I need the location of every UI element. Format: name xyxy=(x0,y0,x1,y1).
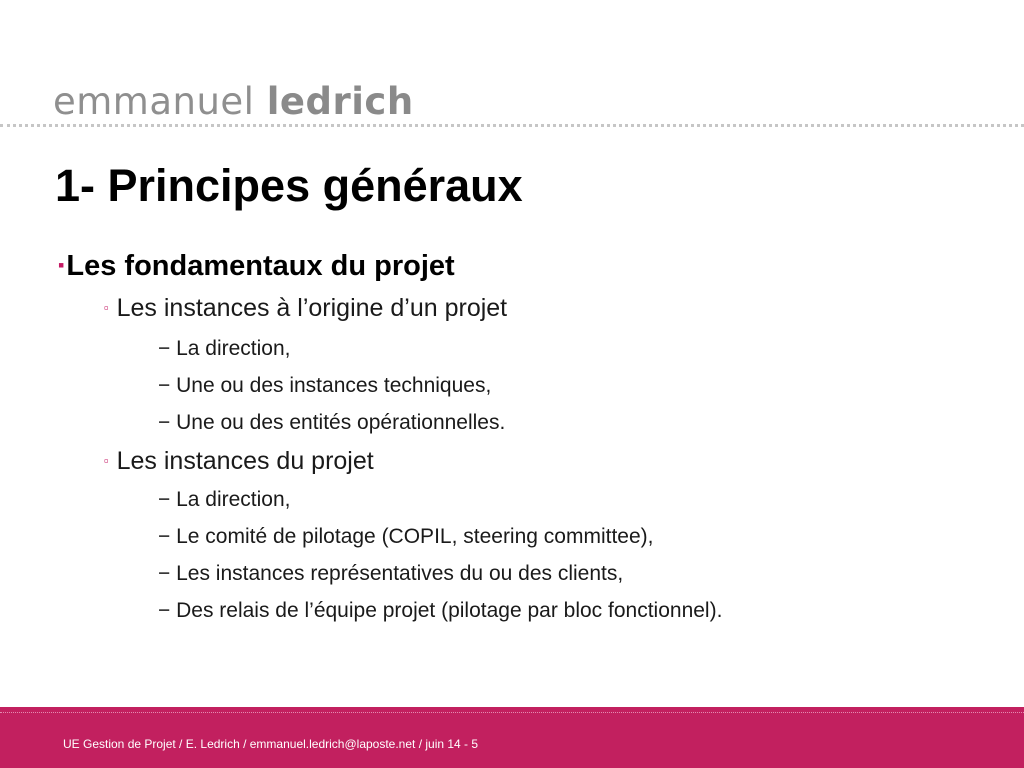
group-heading-text: Les instances du projet xyxy=(116,447,374,475)
square-bullet-icon: ▪ xyxy=(58,255,65,275)
slide-title: 1- Principes généraux xyxy=(55,160,523,211)
group-heading-project xyxy=(104,447,374,476)
section-heading xyxy=(58,250,455,283)
logo-first-name: emmanuel xyxy=(53,80,255,123)
list-item: − Une ou des instances techniques, xyxy=(158,374,492,397)
group-heading-origin xyxy=(104,294,507,323)
footer-text: UE Gestion de Projet / E. Ledrich / emmanuel.ledrich@laposte.net / juin 14 - 5 xyxy=(63,737,479,751)
group-heading-text: Les instances à l’origine d’un projet xyxy=(116,294,508,322)
list-item: − La direction, xyxy=(158,488,291,511)
list-item: − Le comité de pilotage (COPIL, steering committee), xyxy=(158,525,654,548)
footer-divider xyxy=(0,712,1024,713)
author-logo xyxy=(53,80,414,123)
list-item: − Les instances représentatives du ou des clients, xyxy=(158,562,624,585)
hollow-square-bullet-icon: ▫ xyxy=(104,300,109,315)
header-divider xyxy=(0,124,1024,127)
list-item: − Des relais de l’équipe projet (pilotage par bloc fonctionnel). xyxy=(158,599,723,622)
list-item: − Une ou des entités opérationnelles. xyxy=(158,411,506,434)
list-item: − La direction, xyxy=(158,337,291,360)
logo-last-name: ledrich xyxy=(266,80,414,123)
section-heading-text: Les fondamentaux du projet xyxy=(66,250,455,282)
hollow-square-bullet-icon: ▫ xyxy=(104,453,109,468)
